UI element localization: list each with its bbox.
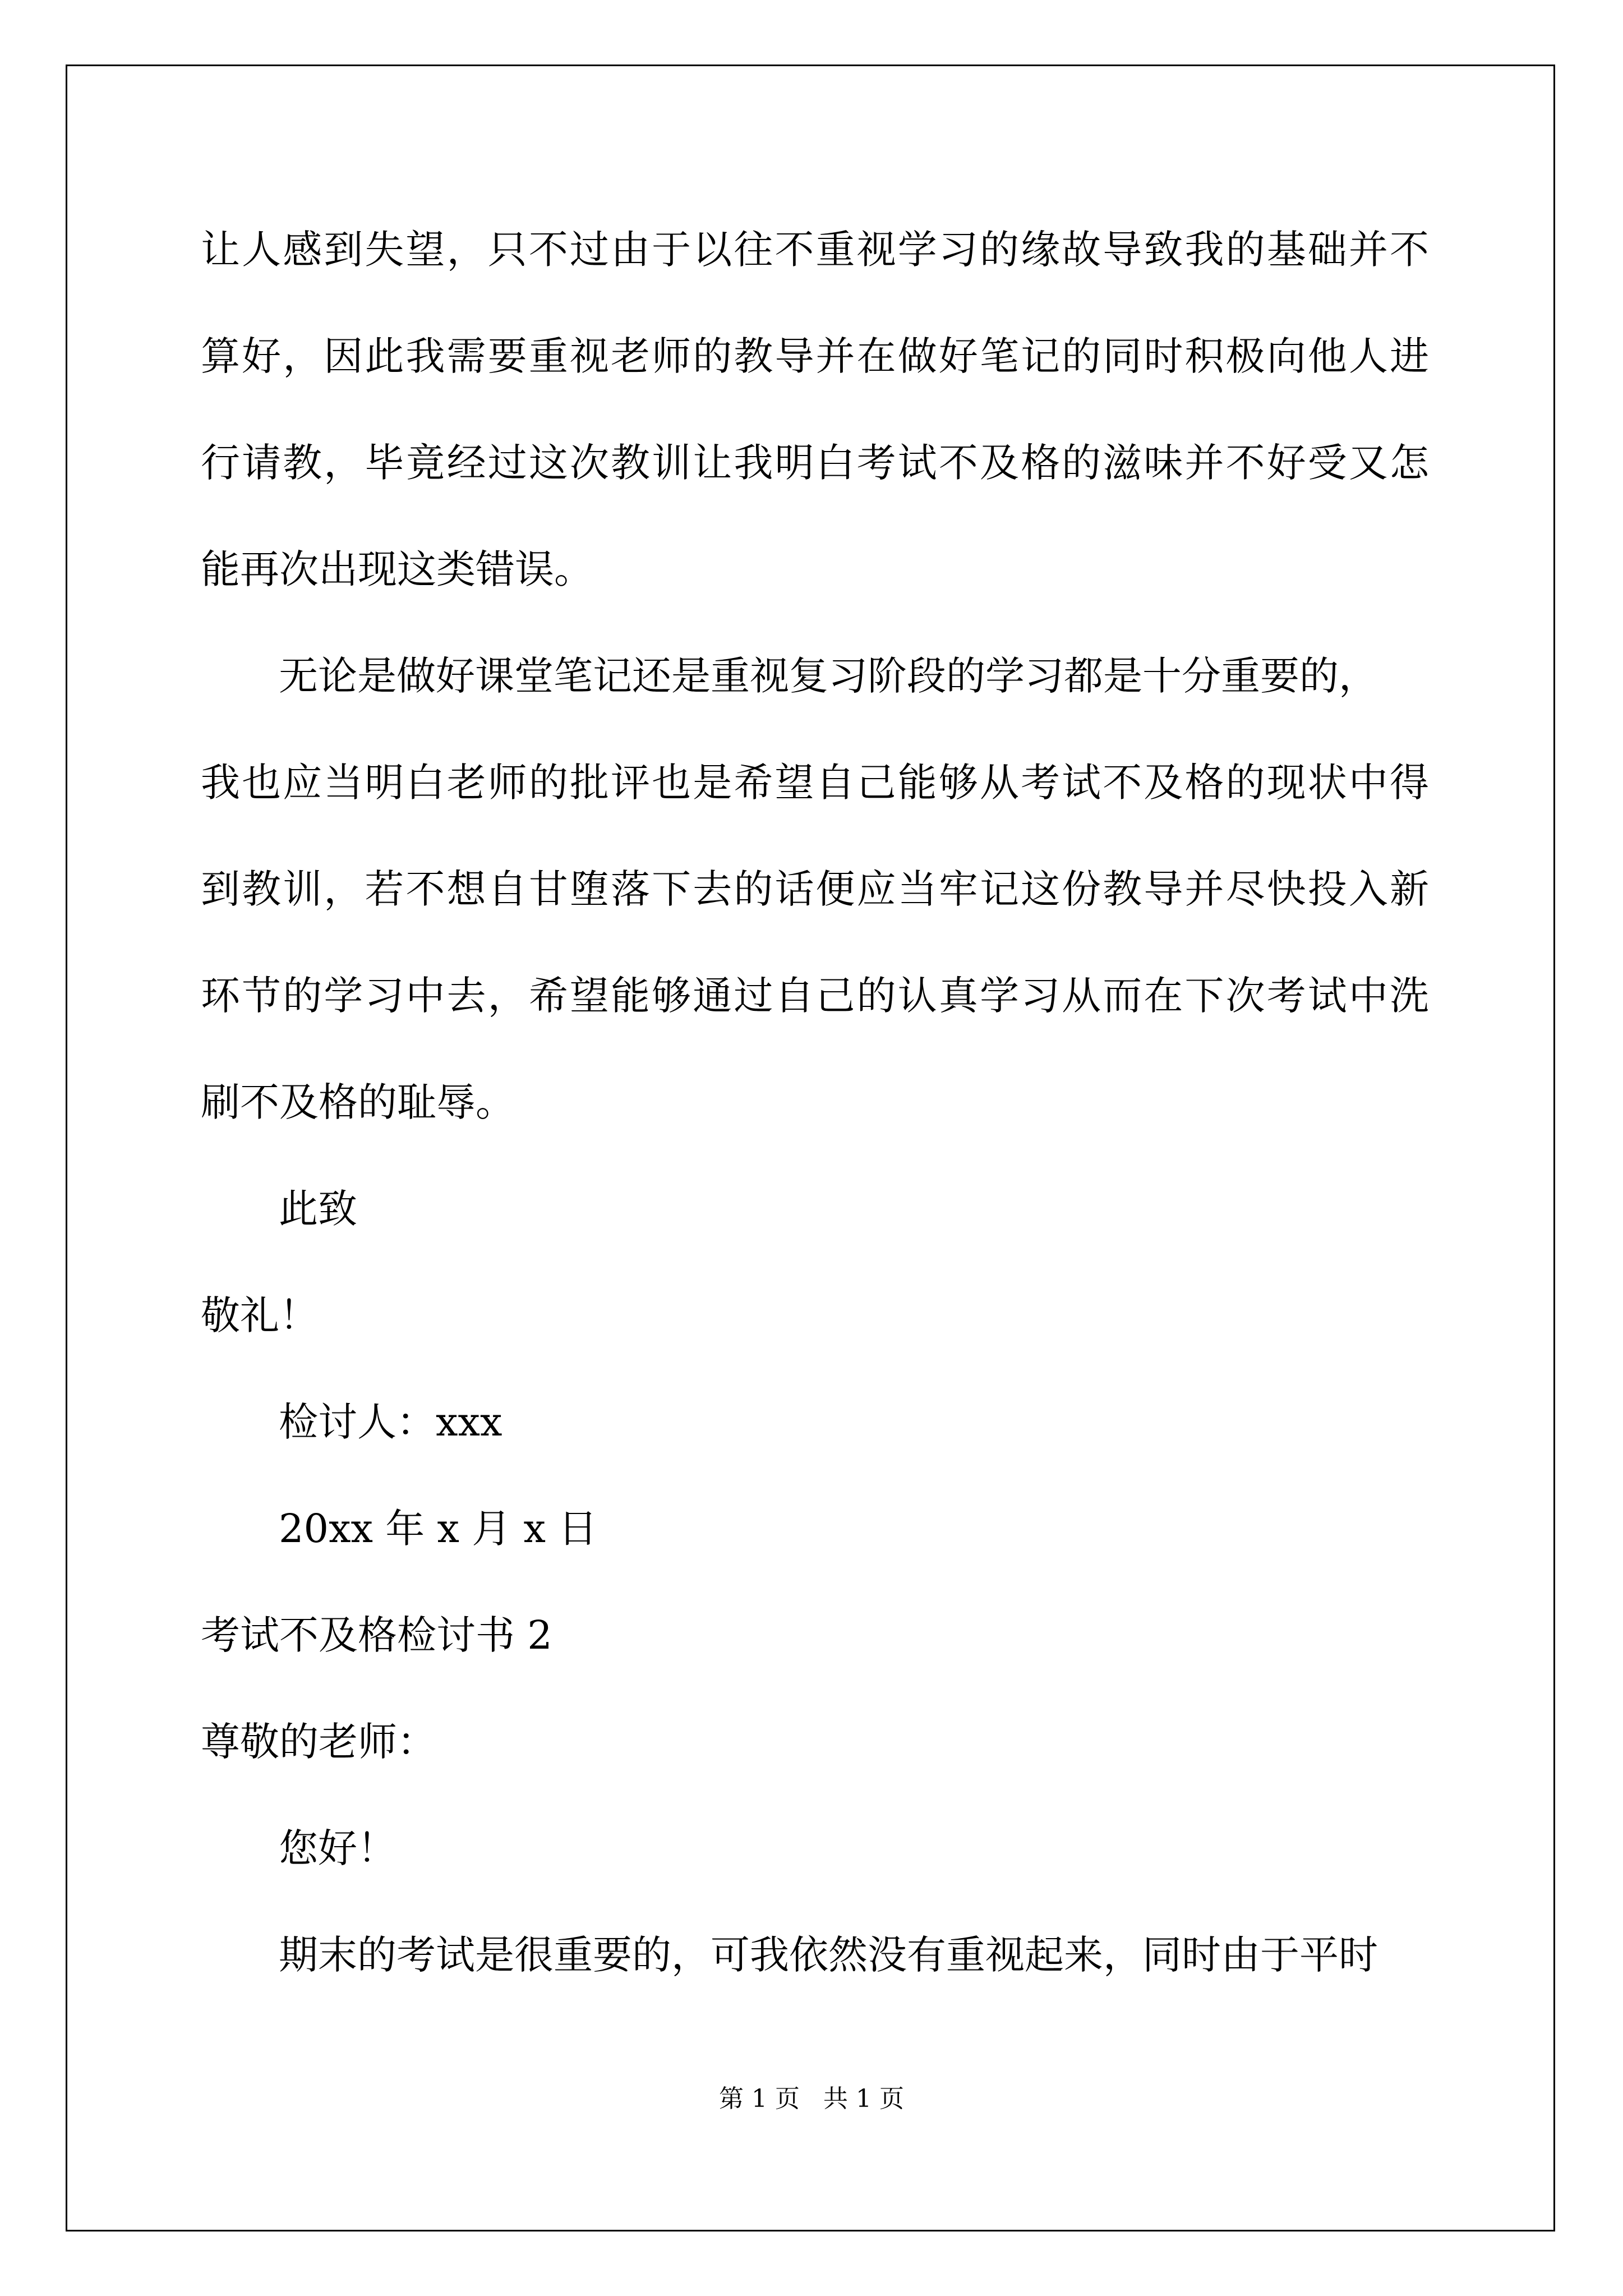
greeting-text: 您好！ <box>279 1825 396 1871</box>
paragraph-1-line-1: 让人感到失望，只不过由于以往不重视学习的缘故导致我的基础并不 <box>201 227 1429 273</box>
section-title: 考试不及格检讨书 2 <box>201 1612 552 1658</box>
paragraph-2-line-3: 到教训，若不想自甘堕落下去的话便应当牢记这份教导并尽快投入新 <box>201 866 1429 912</box>
paragraph-2-line-2: 我也应当明白老师的批评也是希望自己能够从考试不及格的现状中得 <box>201 760 1429 806</box>
page-footer: 第 1 页 共 1 页 <box>719 2085 904 2113</box>
paragraph-1-line-4: 能再次出现这类错误。 <box>201 546 593 592</box>
paragraph-1-line-3: 行请教，毕竟经过这次教训让我明白考试不及格的滋味并不好受又怎 <box>201 440 1429 486</box>
paragraph-2-line-5: 刷不及格的耻辱。 <box>201 1079 515 1125</box>
page-border <box>66 65 1555 2231</box>
paragraph-2-line-4: 环节的学习中去，希望能够通过自己的认真学习从而在下次考试中洗 <box>201 973 1429 1019</box>
date-text: 20xx 年 x 月 x 日 <box>279 1506 598 1552</box>
salute-text: 敬礼！ <box>201 1292 319 1338</box>
paragraph-1-line-2: 算好，因此我需要重视老师的教导并在做好笔记的同时积极向他人进 <box>201 333 1429 379</box>
paragraph-3-line-1: 期末的考试是很重要的，可我依然没有重视起来，同时由于平时 <box>279 1932 1378 1978</box>
addressee-text: 尊敬的老师： <box>201 1719 436 1765</box>
signer-text: 检讨人：xxx <box>279 1399 502 1445</box>
closing-text: 此致 <box>279 1186 357 1232</box>
paragraph-2-line-1: 无论是做好课堂笔记还是重视复习阶段的学习都是十分重要的， <box>279 653 1378 699</box>
